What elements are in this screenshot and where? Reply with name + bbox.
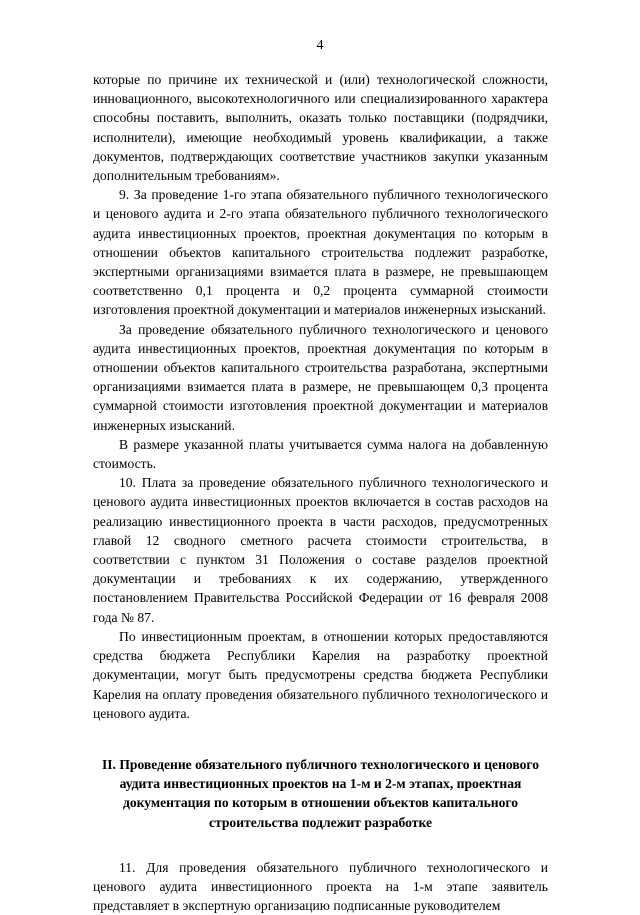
- paragraph-audit-fee: За проведение обязательного публичного технологического и ценового аудита инвестиционных проектов, проектная документация по которым в отношении объектов капитального строительства разработана, экспертными организациями взимается плата в размере, не превышающем 0,3 процента суммарной стоимости изготовления проектной документации и материалов инженерных изысканий.: [93, 321, 548, 433]
- page-number: 4: [316, 38, 324, 53]
- paragraph-item-10: 10. Плата за проведение обязательного публичного технологического и ценового аудита инвестиционных проектов включается в состав расходов на реализацию инвестиционного проекта в части расходов, предусмотренных главой 12 сводного сметного расчета стоимости строительства, в соответствии с пунктом 31 Положения о составе разделов проектной документации и требованиях к их содержанию, утвержденного постановлением Правительства Российской Федерации от 16 февраля 2008 года № 87.: [93, 475, 548, 625]
- paragraph-item-11: 11. Для проведения обязательного публичного технологического и ценового аудита инвестиционного проекта на 1-м этапе заявитель представляет в экспертную организацию подписанные руководителем: [93, 859, 548, 914]
- paragraph-continuation: которые по причине их технической и (или) технологической сложности, инновационного, высокотехнологичного или специализированного характера способны поставить, выполнить, оказать только поставщики (подрядчики, исполнители), имеющие необходимый уровень квалификации, а также документов, подтверждающих соответствие участников закупки указанным дополнительным требованиям».: [93, 72, 548, 184]
- paragraph-vat: В размере указанной платы учитывается сумма налога на добавленную стоимость.: [93, 436, 548, 472]
- paragraph-budget-funds: По инвестиционным проектам, в отношении которых предоставляются средства бюджета Республики Карелия на разработку проектной документации, могут быть предусмотрены средства бюджета Республики Карелия на оплату проведения обязательного публичного технологического и ценового аудита.: [93, 628, 548, 721]
- section-heading: II. Проведение обязательного публичного технологического и ценового аудита инвестиционных проектов на 1-м и 2-м этапах, проектная документация по которым в отношении объектов капитального строительства подлежит разработке: [101, 756, 540, 830]
- document-body: [93, 70, 548, 915]
- paragraph-item-9: 9. За проведение 1-го этапа обязательного публичного технологического и ценового аудита и 2-го этапа обязательного публичного технологического аудита инвестиционных проектов, проектная документация по которым в отношении объектов капитального строительства подлежит разработке, экспертными организациями взимается плата в размере, не превышающем соответственно 0,1 процента и 0,2 процента суммарной стоимости изготовления проектной документации и материалов инженерных изысканий.: [93, 187, 548, 318]
